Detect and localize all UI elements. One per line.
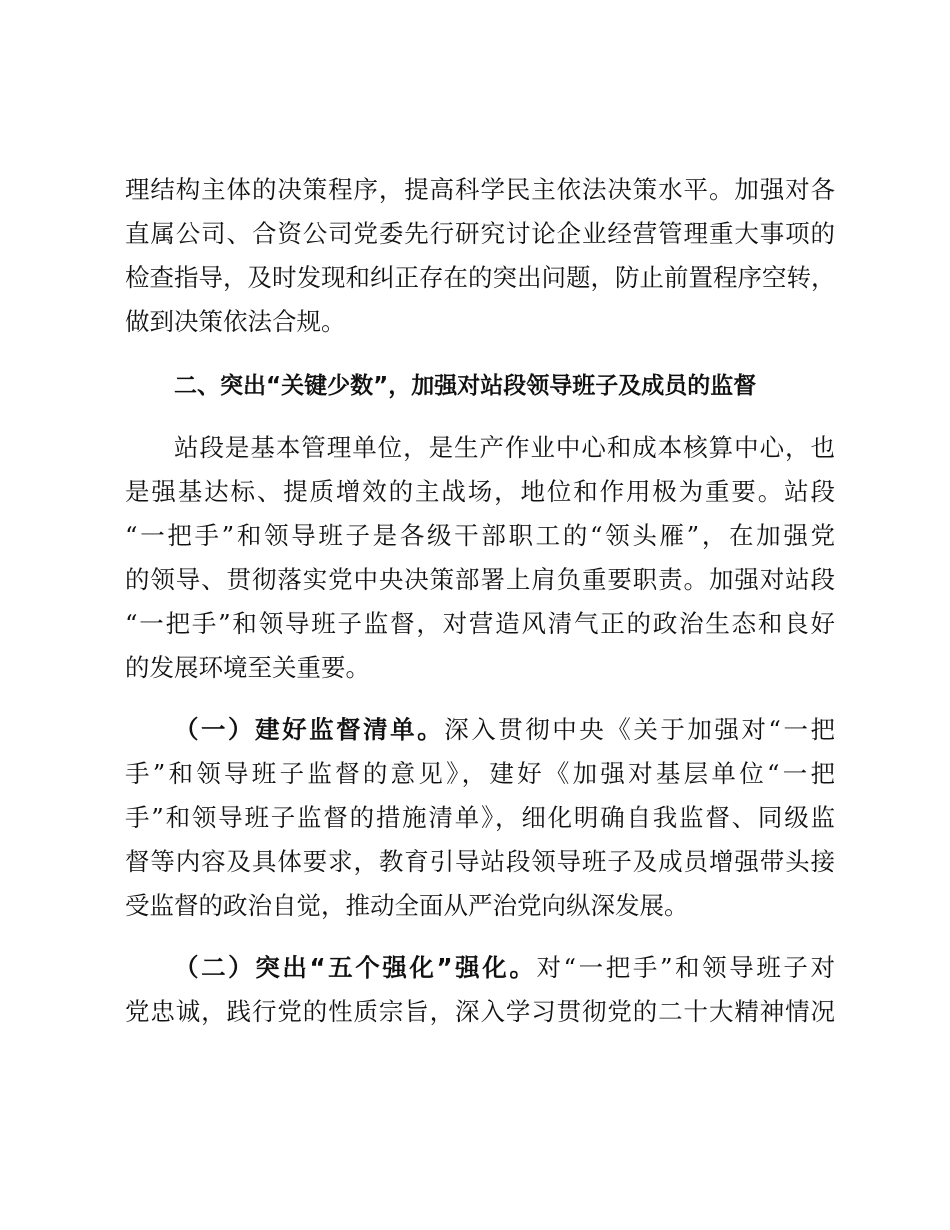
para4-line-1 xyxy=(174,946,835,990)
para1-line-2: 直属公司、合资公司党委先行研究讨论企业经营管理重大事项的 xyxy=(125,219,835,248)
para4-lead: （二）突出“五个强化”强化。 xyxy=(174,953,537,982)
para2-line-5: “一把手”和领导班子监督，对营造风清气正的政治生态和良好 xyxy=(125,609,835,638)
section-heading: 二、突出“关键少数”，加强对站段领导班子及成员的监督 xyxy=(174,373,757,399)
para3-line-4: 督等内容及具体要求，教育引导站段领导班子及成员增强带头接 xyxy=(125,847,835,876)
para1-line-3: 检查指导，及时发现和纠正存在的突出问题，防止前置程序空转， xyxy=(125,263,835,292)
para2-line-2: 是强基达标、提质增效的主战场，地位和作用极为重要。站段 xyxy=(125,477,835,506)
para3-line-1 xyxy=(174,708,835,752)
para2-line-4: 的领导、贯彻落实党中央决策部署上肩负重要职责。加强对站段 xyxy=(125,565,835,594)
para3-line-2: 手”和领导班子监督的意见》，建好《加强对基层单位“一把 xyxy=(125,759,835,788)
para3-line-3: 手”和领导班子监督的措施清单》，细化明确自我监督、同级监 xyxy=(125,803,835,832)
para3-line-5: 受监督的政治自觉，推动全面从严治党向纵深发展。 xyxy=(125,891,689,920)
para3-lead: （一）建好监督清单。 xyxy=(174,715,445,744)
para4-line-2: 党忠诚，践行党的性质宗旨，深入学习贯彻党的二十大精神情况 xyxy=(125,997,835,1026)
para4-line-1-text: 对“一把手”和领导班子对 xyxy=(536,953,835,982)
para2-line-1: 站段是基本管理单位，是生产作业中心和成本核算中心，也 xyxy=(174,433,835,462)
para3-line-1-text: 深入贯彻中央《关于加强对“一把 xyxy=(444,715,835,744)
para2-line-6: 的发展环境至关重要。 xyxy=(125,653,370,682)
para2-line-3: “一把手”和领导班子是各级干部职工的“领头雁”，在加强党 xyxy=(125,521,835,550)
para1-line-1: 理结构主体的决策程序，提高科学民主依法决策水平。加强对各 xyxy=(125,175,835,204)
para1-line-4: 做到决策依法合规。 xyxy=(125,307,346,336)
